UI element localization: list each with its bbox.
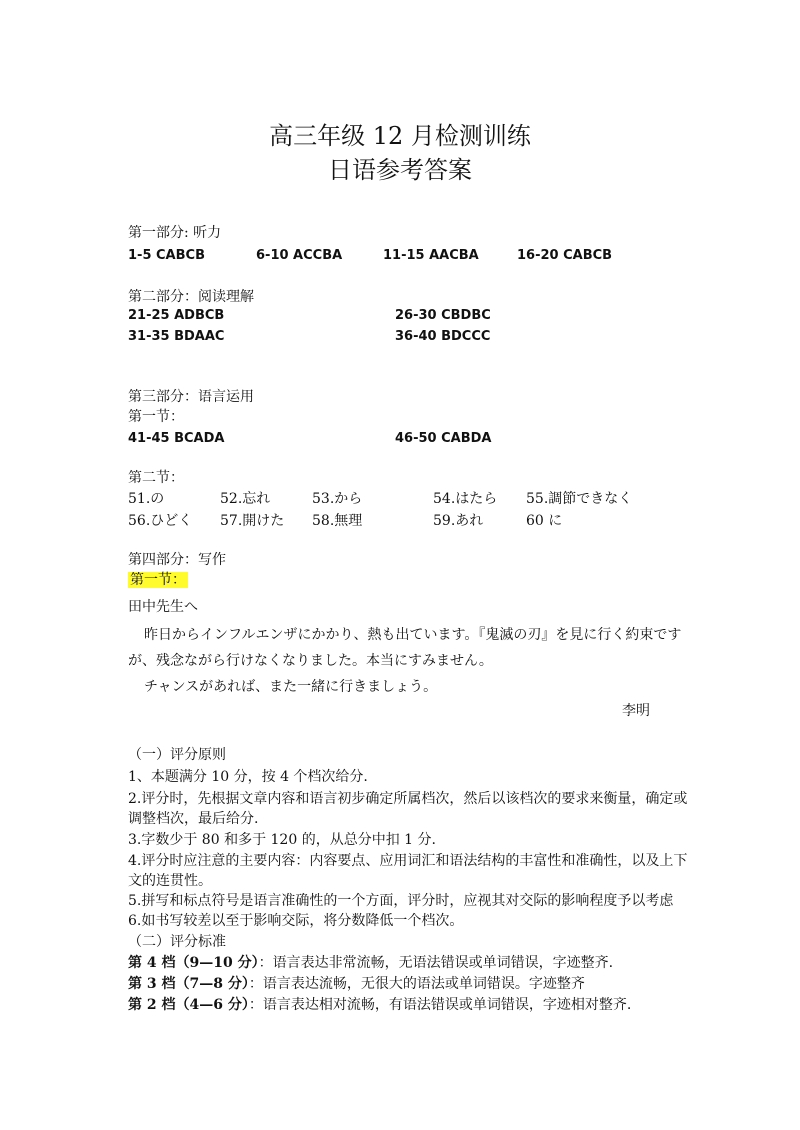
scoring-standards-heading: （二）评分标准 — [128, 934, 226, 950]
document-subtitle: 日语参考答案 — [328, 156, 472, 184]
part3-section1-heading: 第一节： — [128, 409, 184, 425]
answer-item: 56.ひどく — [128, 513, 193, 529]
answer-item: 57.開けた — [220, 513, 285, 529]
answer-item: 58.無理 — [312, 513, 363, 529]
scoring-principle-cont: 调整档次，最后给分. — [128, 811, 259, 827]
answer-item: 52.忘れ — [220, 491, 271, 507]
answer-group: 41-45 BCADA — [128, 431, 225, 446]
letter-body-line: 昨日からインフルエンザにかかり、熱も出ています。『鬼滅の刃』を見に行く約束です — [144, 627, 682, 643]
answer-group: 21-25 ADBCB — [128, 308, 225, 323]
scoring-principle: 6.如书写较差以至于影响交际，将分数降低一个档次。 — [128, 913, 464, 929]
scoring-principle: 2.评分时，先根据文章内容和语言初步确定所属档次，然后以该档次的要求来衡量，确定或 — [128, 791, 688, 807]
part3-heading: 第三部分：语言运用 — [128, 389, 254, 405]
letter-signature: 李明 — [622, 703, 650, 719]
scoring-principle-cont: 文的连贯性。 — [128, 873, 212, 889]
highlighted-section-label: 第一节： — [130, 572, 186, 588]
answer-item: 53.から — [312, 491, 363, 507]
answer-group: 1-5 CABCB — [128, 248, 205, 263]
answer-item: 51.の — [128, 491, 165, 507]
scoring-principle: 5.拼写和标点符号是语言准确性的一个方面，评分时，应视其对交际的影响程度予以考虑 — [128, 893, 674, 909]
standard-text: ：语言表达相对流畅，有语法错误或单词错误，字迹相对整齐. — [248, 997, 632, 1013]
scoring-principle: 1、本题满分 10 分，按 4 个档次给分. — [128, 769, 368, 785]
answer-group: 46-50 CABDA — [395, 431, 492, 446]
document-title: 高三年级 12 月检测训练 — [269, 122, 531, 150]
answer-group: 31-35 BDAAC — [128, 329, 225, 344]
scoring-principle: 3.字数少于 80 和多于 120 的，从总分中扣 1 分. — [128, 832, 436, 848]
answer-item: 55.調節できなく — [526, 491, 633, 507]
answer-group: 16-20 CABCB — [517, 248, 613, 263]
scoring-principles-heading: （一）评分原则 — [128, 747, 226, 763]
answer-item: 54.はたら — [433, 491, 498, 507]
scoring-standard-3 — [128, 975, 585, 993]
part1-heading: 第一部分: 听力 — [128, 225, 222, 241]
standard-text: ：语言表达非常流畅，无语法错误或单词错误，字迹整齐. — [258, 955, 614, 971]
part3-section2-heading: 第二节： — [128, 470, 184, 486]
letter-greeting: 田中先生へ — [128, 599, 198, 615]
standard-label: 第 2 档（4—6 分） — [128, 997, 249, 1013]
standard-text: ：语言表达流畅，无很大的语法或单词错误。字迹整齐 — [248, 976, 585, 992]
scoring-standard-4 — [128, 954, 613, 972]
part2-heading: 第二部分：阅读理解 — [128, 289, 254, 305]
answer-group: 26-30 CBDBC — [395, 308, 491, 323]
answer-item: 60 に — [526, 513, 563, 529]
answer-group: 11-15 AACBA — [383, 248, 479, 263]
scoring-principle: 4.评分时应注意的主要内容：内容要点、应用词汇和语法结构的丰富性和准确性，以及上下 — [128, 853, 688, 869]
answer-group: 6-10 ACCBA — [256, 248, 343, 263]
part4-heading: 第四部分：写作 — [128, 552, 226, 568]
answer-group: 36-40 BDCCC — [395, 329, 491, 344]
standard-label: 第 4 档（9—10 分） — [128, 955, 259, 971]
standard-label: 第 3 档（7—8 分） — [128, 976, 249, 992]
letter-body-line: チャンスがあれば、また一緒に行きましょう。 — [144, 679, 438, 695]
scoring-standard-2 — [128, 996, 631, 1014]
part4-section1-heading — [128, 571, 188, 589]
answer-item: 59.あれ — [433, 513, 484, 529]
letter-body-line: が、残念ながら行けなくなりました。本当にすみません。 — [128, 653, 493, 669]
